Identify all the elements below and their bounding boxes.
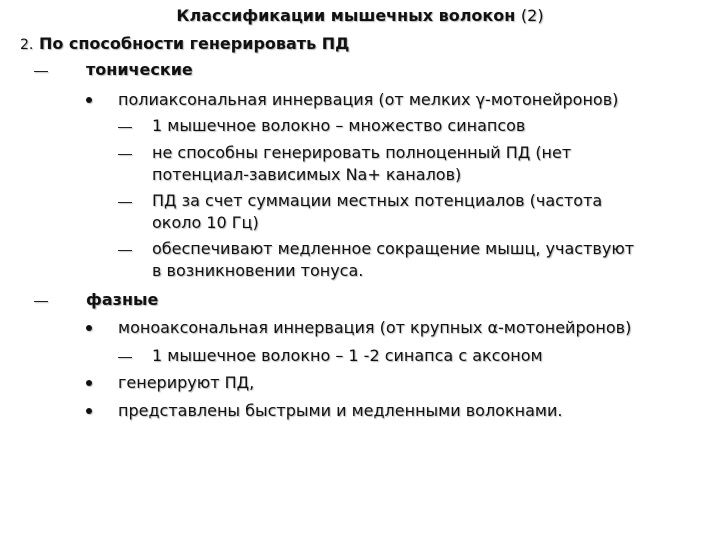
- list-item-one-fiber-few-synapses: 1 мышечное волокно – 1 -2 синапса с аксоном: [152, 346, 543, 365]
- heading-text: По способности генерировать ПД: [38, 34, 350, 53]
- list-item-tonic: тонические: [86, 60, 193, 79]
- heading-number: 2.: [20, 37, 34, 53]
- list-item-one-fiber-many-synapses: 1 мышечное волокно – множество синапсов: [152, 116, 526, 135]
- title-number: (2): [520, 6, 544, 25]
- list-item-no-full-ap-line2: потенциал-зависимых Na+ каналов): [152, 165, 462, 184]
- list-item-monoaxonal: моноаксональная иннервация (от крупных α-мотонейронов): [118, 318, 632, 337]
- dash-bullet-icon: [34, 301, 48, 302]
- dash-bullet-icon: [118, 202, 132, 203]
- dot-bullet-icon: [86, 325, 92, 331]
- dot-bullet-icon: [86, 408, 92, 414]
- list-item-polyaxonal: полиаксональная иннервация (от мелких γ-мотонейронов): [118, 90, 619, 109]
- dot-bullet-icon: [86, 97, 92, 103]
- list-item-generate-ap: генерируют ПД,: [118, 373, 255, 392]
- list-item-slow-contraction-line2: в возникновении тонуса.: [152, 261, 364, 280]
- dot-bullet-icon: [86, 380, 92, 386]
- dash-bullet-icon: [34, 71, 48, 72]
- list-item-summation-line1: ПД за счет суммации местных потенциалов (частота: [152, 191, 603, 210]
- dash-bullet-icon: [118, 154, 132, 155]
- list-item-summation-line2: около 10 Гц): [152, 213, 259, 232]
- slide-title: [0, 6, 720, 25]
- list-item-phasic: фазные: [86, 290, 159, 309]
- list-item-fast-slow-fibers: представлены быстрыми и медленными волокнами.: [118, 401, 563, 420]
- section-heading: [20, 34, 349, 53]
- list-item-no-full-ap-line1: не способны генерировать полноценный ПД (нет: [152, 143, 572, 162]
- dash-bullet-icon: [118, 357, 132, 358]
- title-text: Классификации мышечных волокон: [176, 6, 516, 25]
- list-item-slow-contraction-line1: обеспечивают медленное сокращение мышц, участвуют: [152, 239, 635, 258]
- dash-bullet-icon: [118, 127, 132, 128]
- dash-bullet-icon: [118, 250, 132, 251]
